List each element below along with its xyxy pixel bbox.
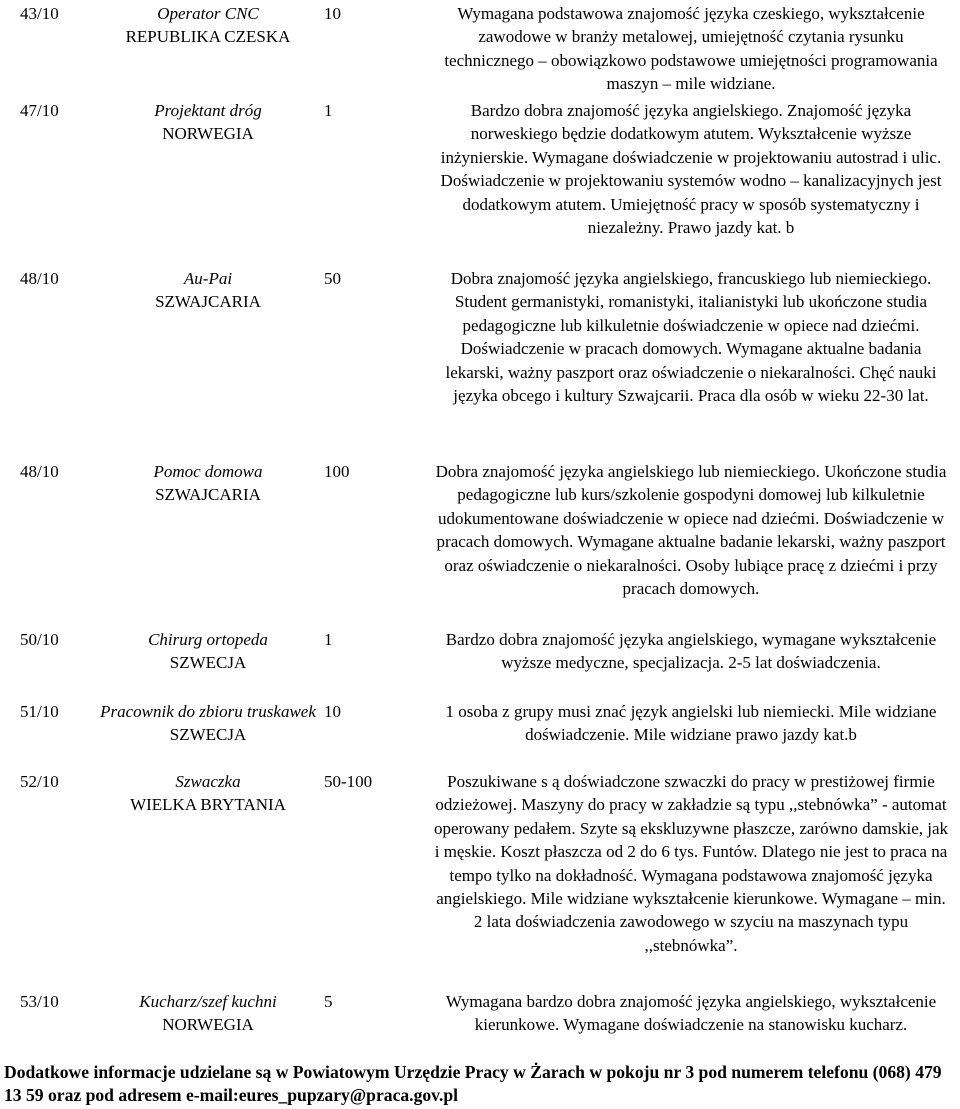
contact-footer: Dodatkowe informacje udzielane są w Powiatowym Urzędzie Pracy w Żarach w pokoju nr 3 pod numerem telefonu (068) 479 13 59 oraz pod adresem e-mail:eures_pupzary@praca.gov.pl — [4, 1062, 942, 1105]
job-position: Operator CNC — [157, 4, 259, 23]
vacancy-count: 1 — [324, 101, 333, 120]
offer-number: 50/10 — [20, 630, 59, 649]
job-requirements: Dobra znajomość języka angielskiego, francuskiego lub niemieckiego. Student germanistyki, romanistyki, italianistyki lub ukończone studia pedagogiczne lub kilkuletnie doświadczenie w opiece nad dziećmi. Doświadczenie w pracach domowych. Wymagane aktualne badania lekarski, ważny paszport oraz oświadczenie o niekaralności. Chęć nauki języka obcego i kultury Szwajcarii. Praca dla osób w wieku 22-30 lat. — [445, 269, 937, 406]
vacancy-count: 50 — [324, 269, 341, 288]
job-requirements: 1 osoba z grupy musi znać język angielski lub niemiecki. Mile widziane doświadczenie. Mile widziane prawo jazdy kat.b — [445, 702, 937, 745]
job-requirements: Poszukiwane s ą doświadczone szwaczki do pracy w prestiżowej firmie odzieżowej. Maszyny do pracy w zakładzie są typu ,,stebnówka” - automat operowany pedałem. Szyte są ekskluzywne płaszcze, zarówno damskie, jak i męskie. Koszt płaszcza od 2 do 6 tys. Funtów. Dlatego nie jest to praca na tempo tylko na dokładność. Wymagana podstawowa znajomość języka angielskiego. Mile widziane wykształcenie kierunkowe. Wymagane – min. 2 lata doświadczenia zawodowego w szyciu na maszynach typu ,,stebnówka”. — [433, 772, 949, 955]
job-cell — [96, 460, 320, 628]
offer-number: 47/10 — [20, 101, 59, 120]
table-row — [4, 267, 958, 460]
job-country: NORWEGIA — [162, 1015, 254, 1035]
job-cell — [96, 700, 320, 770]
job-cell — [96, 2, 320, 99]
job-country: REPUBLIKA CZESKA — [125, 27, 291, 47]
job-position: Pracownik do zbioru truskawek — [100, 702, 316, 721]
job-position: Projektant dróg — [154, 101, 262, 120]
job-offers-table — [4, 2, 958, 1060]
job-country: SZWAJCARIA — [155, 485, 261, 505]
job-requirements: Bardzo dobra znajomość języka angielskiego, wymagane wykształcenie wyższe medyczne, specjalizacja. 2-5 lat doświadczenia. — [445, 630, 937, 673]
job-cell — [96, 628, 320, 700]
job-position: Au-Pai — [183, 269, 233, 288]
offer-number: 53/10 — [20, 992, 59, 1011]
vacancy-count: 50-100 — [324, 772, 373, 791]
vacancy-count: 10 — [324, 4, 341, 23]
job-country: SZWAJCARIA — [155, 292, 261, 312]
offer-number: 43/10 — [20, 4, 59, 23]
offer-number: 48/10 — [20, 269, 59, 288]
job-position: Pomoc domowa — [153, 462, 263, 481]
job-cell — [96, 990, 320, 1060]
job-country: WIELKA BRYTANIA — [130, 795, 286, 815]
job-requirements: Wymagana podstawowa znajomość języka czeskiego, wykształcenie zawodowe w branży metalowej, umiejętność czytania rysunku technicznego – obowiązkowo podstawowe umiejętności programowania maszyn – mile widziane. — [444, 4, 938, 94]
vacancy-count: 1 — [324, 630, 333, 649]
table-row — [4, 770, 958, 990]
job-country: SZWECJA — [169, 653, 247, 673]
job-country: SZWECJA — [169, 725, 247, 745]
job-position: Chirurg ortopeda — [148, 630, 268, 649]
job-cell — [96, 99, 320, 267]
job-requirements: Wymagana bardzo dobra znajomość języka angielskiego, wykształcenie kierunkowe. Wymagane doświadczenie na stanowisku kucharz. — [445, 992, 937, 1035]
table-row — [4, 990, 958, 1060]
job-requirements: Bardzo dobra znajomość języka angielskiego. Znajomość języka norweskiego będzie dodatkowym atutem. Wykształcenie wyższe inżynierskie. Wymagane doświadczenie w projektowaniu autostrad i ulic. Doświadczenie w projektowaniu systemów wodno – kanalizacyjnych jest dodatkowym atutem. Umiejętność pracy w sposób systematyczny i niezależny. Prawo jazdy kat. b — [440, 101, 942, 238]
job-country: NORWEGIA — [162, 124, 254, 144]
vacancy-count: 10 — [324, 702, 341, 721]
vacancy-count: 5 — [324, 992, 333, 1011]
table-row — [4, 99, 958, 267]
job-position: Kucharz/szef kuchni — [139, 992, 277, 1011]
offer-number: 52/10 — [20, 772, 59, 791]
table-row — [4, 700, 958, 770]
job-requirements: Dobra znajomość języka angielskiego lub niemieckiego. Ukończone studia pedagogiczne lub kurs/szkolenie gospodyni domowej lub kilkuletnie udokumentowane doświadczenie w opiece nad dziećmi. Doświadczenie w pracach domowych. Wymagane aktualne badanie lekarski, ważny paszport oraz oświadczenie o niekaralności. Osoby lubiące pracę z dziećmi i przy pracach domowych. — [435, 462, 947, 599]
table-row — [4, 628, 958, 700]
table-row — [4, 460, 958, 628]
offer-number: 51/10 — [20, 702, 59, 721]
job-cell — [96, 770, 320, 990]
job-cell — [96, 267, 320, 460]
vacancy-count: 100 — [324, 462, 350, 481]
job-position: Szwaczka — [175, 772, 241, 791]
offer-number: 48/10 — [20, 462, 59, 481]
table-row — [4, 2, 958, 99]
